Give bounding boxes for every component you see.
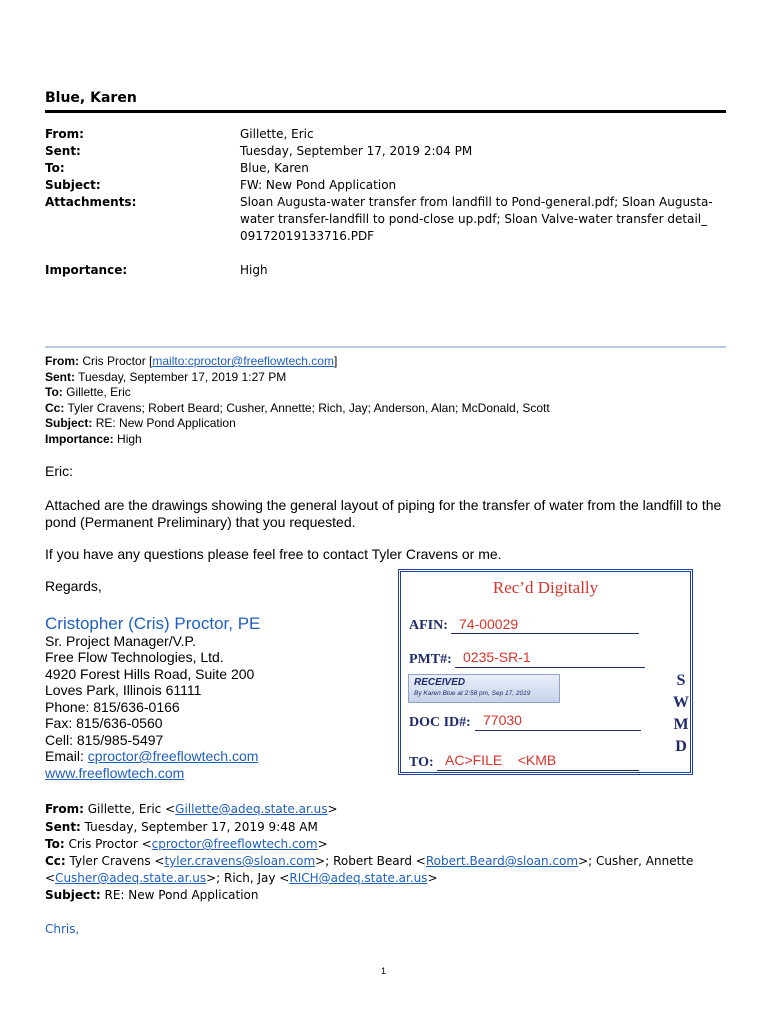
mailbox-owner-name: Blue, Karen	[45, 90, 137, 106]
header-importance-label: Importance:	[45, 263, 128, 277]
email2-cc-link-2[interactable]: Robert.Beard@sloan.com	[425, 854, 579, 868]
fwd-to: To: Gillette, Eric	[45, 385, 131, 399]
email2-cc-link-1[interactable]: tyler.cravens@sloan.com	[164, 854, 316, 868]
header-attachments-value[interactable]: Sloan Augusta-water transfer from landfill to Pond-general.pdf; Sloan Augusta-water transfer-landfill to pond-close up.pdf; Sloan Valve-water transfer detail_ 09172019133716.PDF	[240, 195, 713, 243]
header-rule	[45, 110, 726, 113]
forward-rule	[45, 346, 726, 348]
body-greeting: Eric:	[45, 463, 73, 479]
stamp-to-label: TO:	[409, 755, 434, 770]
header-subject-value: FW: New Pond Application	[240, 178, 397, 192]
stamp-to-value: AC>FILE <KMB	[445, 752, 557, 768]
header-to-value: Blue, Karen	[240, 161, 309, 175]
signature-name: Cristopher (Cris) Proctor, PE	[45, 614, 261, 633]
fwd-from-email-link[interactable]: mailto:cproctor@freeflowtech.com	[152, 354, 334, 368]
signature-phone: Phone: 815/636-0166	[45, 699, 180, 715]
signature-email: Email: cproctor@freeflowtech.com	[45, 748, 259, 764]
body-paragraph-2: If you have any questions please feel free to contact Tyler Cravens or me.	[45, 546, 502, 562]
email2-cc-link-4[interactable]: RICH@adeq.state.ar.us	[289, 871, 428, 885]
signature-address-2: Loves Park, Illinois 61111	[45, 682, 202, 698]
header-importance-value: High	[240, 263, 268, 277]
fwd-importance: Importance: High	[45, 432, 142, 446]
signature-cell: Cell: 815/985-5497	[45, 732, 164, 748]
received-stamp	[398, 569, 693, 775]
stamp-pmt-value: 0235-SR-1	[463, 649, 531, 665]
body-paragraph-1: Attached are the drawings showing the general layout of piping for the transfer of water from the landfill to the pond (Permanent Preliminary) that you requested.	[45, 497, 722, 530]
received-badge	[408, 674, 560, 703]
email2-cc: Cc: Tyler Cravens <tyler.cravens@sloan.com>; Robert Beard <Robert.Beard@sloan.com>; Cusher, Annette	[45, 854, 694, 868]
received-badge-title: RECEIVED	[414, 677, 466, 688]
email2-from: From: Gillette, Eric <Gillette@adeq.state.ar.us>	[45, 802, 338, 816]
header-sent-label: Sent:	[45, 144, 81, 158]
stamp-doc-value: 77030	[483, 712, 522, 728]
fwd-from: From: Cris Proctor [mailto:cproctor@freeflowtech.com]	[45, 354, 338, 368]
signature-address-1: 4920 Forest Hills Road, Suite 200	[45, 666, 255, 682]
page-number: 1	[381, 966, 387, 976]
email2-from-link[interactable]: Gillette@adeq.state.ar.us	[175, 802, 328, 816]
header-subject-label: Subject:	[45, 178, 101, 192]
fwd-cc: Cc: Tyler Cravens; Robert Beard; Cusher, Annette; Rich, Jay; Anderson, Alan; McDonald, Scott	[45, 401, 550, 415]
signature-email-link[interactable]: cproctor@freeflowtech.com	[87, 748, 259, 764]
signature-title: Sr. Project Manager/V.P.	[45, 633, 196, 649]
stamp-doc-label: DOC ID#:	[409, 715, 471, 730]
email2-cc-link-3[interactable]: Cusher@adeq.state.ar.us	[55, 871, 207, 885]
stamp-afin-value: 74-00029	[459, 616, 519, 632]
signature-company: Free Flow Technologies, Ltd.	[45, 649, 224, 665]
header-from-label: From:	[45, 127, 84, 141]
received-badge-subtitle: By Karen Blue at 2:58 pm, Sep 17, 2019	[414, 690, 531, 697]
fwd-sent: Sent: Tuesday, September 17, 2019 1:27 PM	[45, 370, 287, 384]
header-sent-value: Tuesday, September 17, 2019 2:04 PM	[240, 144, 473, 158]
stamp-division-code: S W M D	[673, 672, 689, 755]
email2-to: To: Cris Proctor <cproctor@freeflowtech.com>	[45, 837, 328, 851]
signature-fax: Fax: 815/636-0560	[45, 715, 163, 731]
signature-website-link[interactable]: www.freeflowtech.com	[45, 765, 185, 781]
stamp-pmt-label: PMT#:	[409, 652, 452, 667]
fwd-subject: Subject: RE: New Pond Application	[45, 416, 236, 430]
body-regards: Regards,	[45, 578, 102, 594]
email2-cc-cont: <Cusher@adeq.state.ar.us>; Rich, Jay <RICH@adeq.state.ar.us>	[45, 871, 438, 885]
header-attachments-label: Attachments:	[45, 195, 137, 209]
email2-to-link[interactable]: cproctor@freeflowtech.com	[151, 837, 318, 851]
email2-sent: Sent: Tuesday, September 17, 2019 9:48 AM	[45, 820, 318, 834]
header-from-value: Gillette, Eric	[240, 127, 314, 141]
email2-greeting: Chris,	[45, 922, 80, 936]
stamp-afin-label: AFIN:	[409, 618, 448, 633]
stamp-title: Rec’d Digitally	[492, 578, 599, 597]
header-to-label: To:	[45, 161, 65, 175]
email2-subject: Subject: RE: New Pond Application	[45, 888, 259, 902]
